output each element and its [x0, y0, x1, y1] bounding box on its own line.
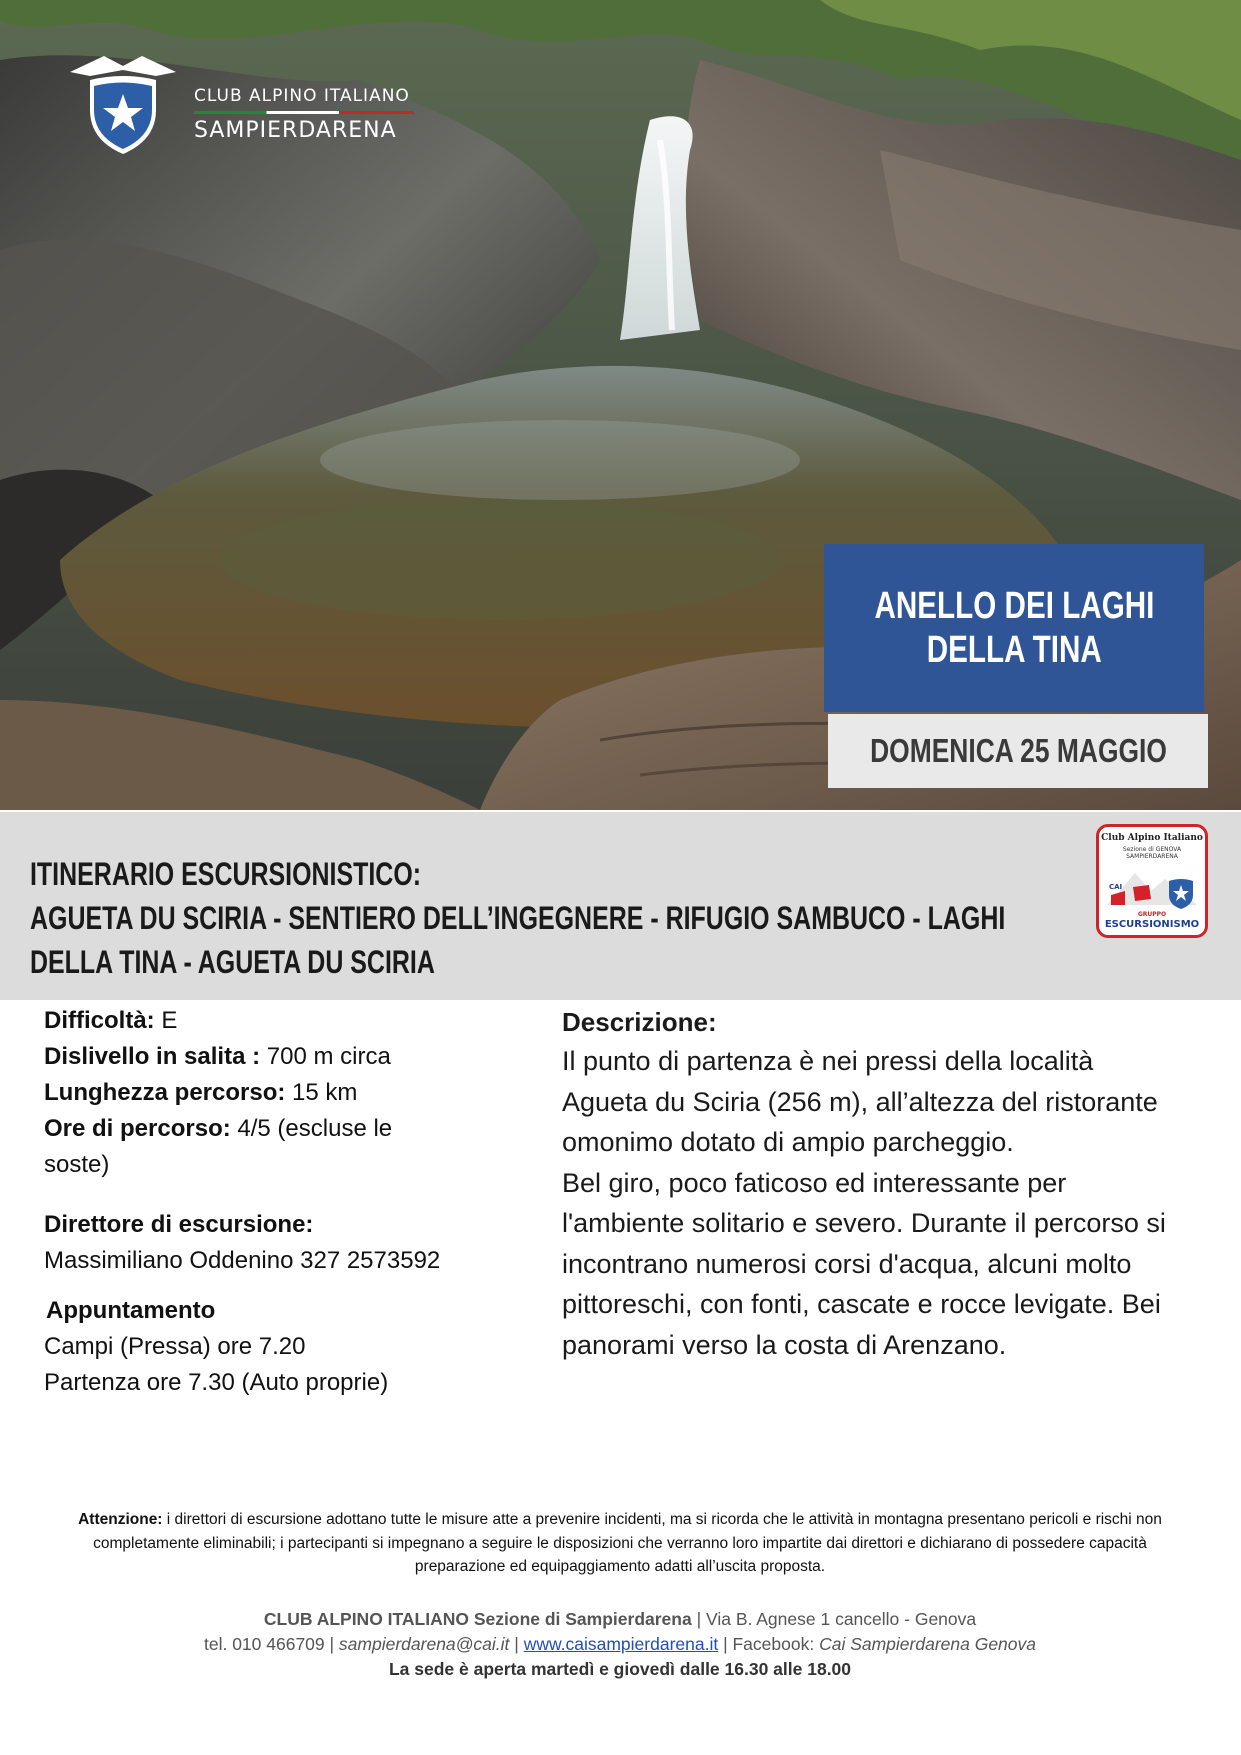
appointment-label: Appuntamento — [46, 1297, 216, 1324]
warning-label: Attenzione: — [78, 1511, 163, 1528]
event-title-line-1: ANELLO DEI LAGHI — [874, 585, 1154, 627]
difficulty-value: E — [154, 1007, 178, 1034]
itinerary-text — [30, 852, 1030, 984]
event-date-box — [828, 714, 1208, 788]
safety-warning — [70, 1508, 1170, 1579]
cai-shield-icon — [64, 50, 182, 158]
description-paragraph-1: Il punto di partenza è nei pressi della località Agueta du Sciria (256 m), all’altezza del ristorante omonimo dotato di ampio parcheggio. — [562, 1046, 1158, 1157]
badge-subtitle-2: SAMPIERDARENA — [1126, 853, 1178, 860]
elevation-label: Dislivello in salita : — [44, 1043, 261, 1070]
badge-subtitle-1: Sezione di GENOVA — [1122, 846, 1182, 853]
footer-opening-hours: La sede è aperta martedì e giovedì dalle 16.30 alle 18.00 — [388, 1659, 852, 1679]
badge-group: GRUPPO — [1137, 911, 1167, 918]
hours-row — [44, 1111, 424, 1183]
director-label: Direttore di escursione: — [44, 1211, 314, 1238]
badge-mountain-icon — [1105, 865, 1199, 909]
logo-tricolor-rule — [194, 111, 414, 114]
footer-org: CLUB ALPINO ITALIANO Sezione di Sampierdarena — [263, 1609, 692, 1629]
difficulty-label: Difficoltà: — [44, 1007, 155, 1034]
footer-facebook[interactable]: Cai Sampierdarena Genova — [819, 1634, 1037, 1654]
appointment-line-2: Partenza ore 7.30 (Auto proprie) — [44, 1369, 389, 1396]
badge-escursionismo: ESCURSIONISMO — [1104, 919, 1200, 930]
length-label: Lunghezza percorso: — [44, 1079, 286, 1106]
elevation-value: 700 m circa — [260, 1043, 391, 1070]
difficulty-row — [44, 1003, 514, 1039]
itinerary-line-2: AGUETA DU SCIRIA - SENTIERO DELL’INGEGNERE - RIFUGIO SAMBUCO - LAGHI — [30, 900, 1006, 936]
badge-subtitle — [1099, 846, 1205, 860]
itinerary-line-1: ITINERARIO ESCURSIONISTICO: — [30, 856, 422, 892]
footer-contacts — [70, 1607, 1170, 1682]
director-row — [44, 1207, 514, 1243]
hours-value: 4/5 (escluse le soste) — [44, 1115, 393, 1178]
length-row — [44, 1075, 514, 1111]
hours-label: Ore di percorso: — [44, 1115, 231, 1142]
itinerary-line-3: DELLA TINA - AGUETA DU SCIRIA — [30, 944, 435, 980]
description — [562, 1003, 1182, 1365]
itinerary-band — [0, 812, 1241, 1000]
footer-line-1 — [70, 1607, 1170, 1632]
footer-email[interactable]: sampierdarena@cai.it — [338, 1634, 510, 1654]
footer-tel: tel. 010 466709 | — [203, 1634, 339, 1654]
director-value: Massimiliano Oddenino 327 2573592 — [44, 1247, 441, 1274]
elevation-row — [44, 1039, 514, 1075]
footer-sep-2: | Facebook: — [718, 1634, 820, 1654]
badge-title: Club Alpino Italiano — [1101, 833, 1203, 843]
cai-logo — [64, 50, 424, 160]
footer-address: | Via B. Agnese 1 cancello - Genova — [691, 1609, 977, 1629]
event-title-line-2: DELLA TINA — [926, 629, 1102, 671]
event-title-box — [824, 544, 1204, 712]
event-date: DOMENICA 25 MAGGIO — [869, 732, 1167, 769]
footer-line-2 — [70, 1632, 1170, 1657]
logo-line-2: SAMPIERDARENA — [194, 118, 397, 143]
gruppo-escursionismo-badge — [1096, 824, 1208, 938]
hero-photo — [0, 0, 1241, 810]
badge-cai-text: CAI — [1109, 883, 1123, 891]
description-paragraph-2: Bel giro, poco faticoso ed interessante per l'ambiente solitario e severo. Durante il percorso si incontrano numerosi corsi d'acqua, alcuni molto pittoreschi, con fonti, cascate e rocce levigate. Bei panorami verso la costa di Arenzano. — [562, 1167, 1166, 1360]
appointment-line-1: Campi (Pressa) ore 7.20 — [44, 1333, 306, 1360]
footer-sep-1: | — [509, 1634, 524, 1654]
excursion-details — [44, 1003, 514, 1401]
description-heading: Descrizione: — [562, 1007, 717, 1037]
length-value: 15 km — [285, 1079, 358, 1106]
logo-line-1: CLUB ALPINO ITALIANO — [194, 86, 410, 106]
warning-text: i direttori di escursione adottano tutte le misure atte a prevenire incidenti, ma si ricorda che le attività in montagna presentano pericoli e rischi non completamente eliminabili; i partecipanti si impegnano a seguire le disposizioni che verranno loro impartite dai direttori e dichiarano di possedere capacità preparazione ed equipaggiamento adatti all’uscita proposta. — [93, 1511, 1162, 1575]
footer-website-link[interactable]: www.caisampierdarena.it — [523, 1634, 719, 1654]
